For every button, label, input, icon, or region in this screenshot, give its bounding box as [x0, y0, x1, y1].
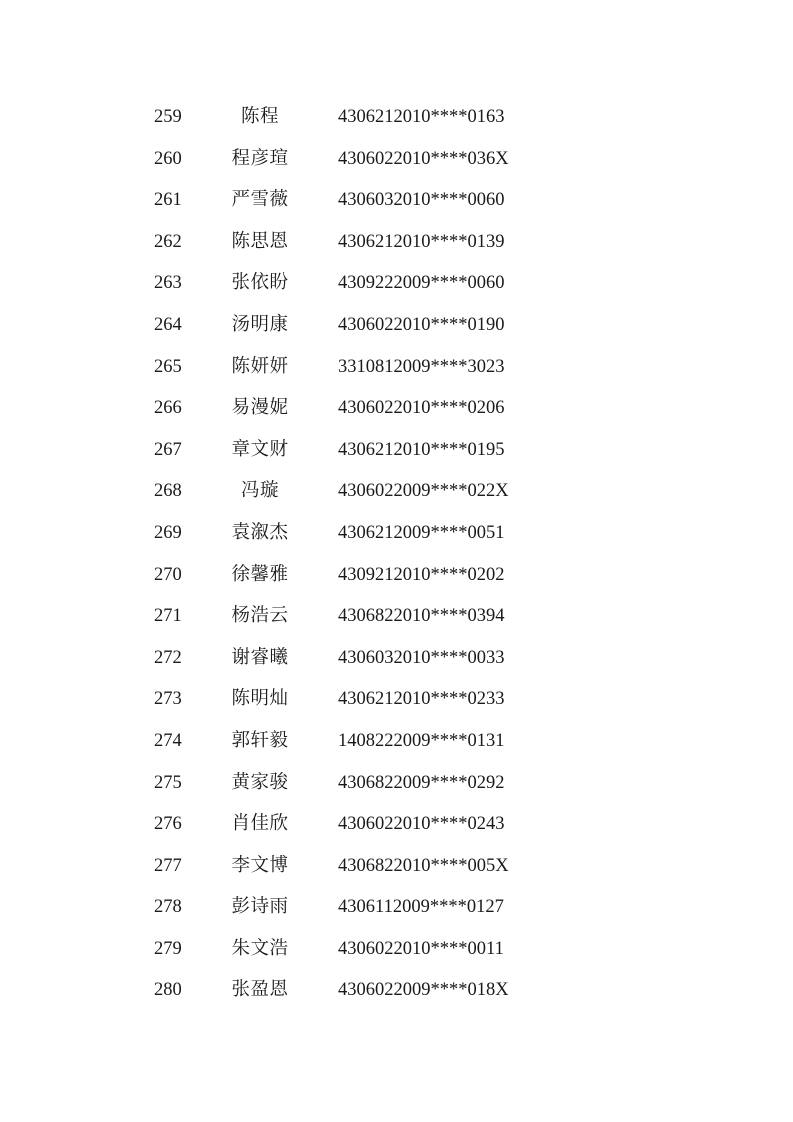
person-name: 黄家骏	[231, 772, 289, 793]
roster-row	[0, 430, 793, 472]
row-number: 280	[154, 980, 182, 1001]
id-number: 1408222009****0131	[338, 730, 505, 751]
person-name: 徐馨雅	[231, 564, 289, 585]
person-name: 杨浩云	[231, 606, 289, 627]
id-number: 4306022010****0206	[338, 398, 505, 419]
row-number: 278	[154, 897, 182, 918]
person-name: 陈思恩	[231, 231, 289, 252]
row-number: 279	[154, 938, 182, 959]
roster-row	[0, 139, 793, 181]
id-number: 4306212010****0139	[338, 231, 505, 252]
roster-row	[0, 846, 793, 888]
id-number: 4306212010****0233	[338, 689, 505, 710]
roster-row	[0, 970, 793, 1012]
roster-row	[0, 721, 793, 763]
roster-row	[0, 347, 793, 389]
roster-row	[0, 596, 793, 638]
person-name: 李文博	[231, 855, 289, 876]
id-number: 4306032010****0060	[338, 190, 505, 211]
row-number: 263	[154, 273, 182, 294]
id-number: 4306822010****005X	[338, 855, 509, 876]
person-name: 彭诗雨	[231, 897, 289, 918]
roster-row	[0, 929, 793, 971]
row-number: 270	[154, 564, 182, 585]
row-number: 273	[154, 689, 182, 710]
row-number: 274	[154, 730, 182, 751]
person-name: 陈明灿	[231, 689, 289, 710]
row-number: 269	[154, 522, 182, 543]
person-name: 陈程	[240, 107, 279, 127]
person-name: 陈妍妍	[231, 356, 289, 377]
person-name: 郭轩毅	[231, 730, 289, 751]
row-number: 268	[154, 481, 182, 502]
person-name: 冯璇	[240, 481, 279, 502]
id-number: 4306212010****0195	[338, 439, 505, 460]
id-number: 4309222009****0060	[338, 273, 505, 294]
row-number: 272	[154, 647, 182, 668]
row-number: 276	[154, 814, 182, 835]
row-number: 271	[154, 606, 182, 627]
roster-row	[0, 763, 793, 805]
id-number: 4306212009****0051	[338, 522, 505, 543]
id-number: 4306022010****0243	[338, 814, 505, 835]
id-number: 4306212010****0163	[338, 107, 505, 127]
id-number: 4306022009****022X	[338, 481, 509, 502]
roster-row	[0, 555, 793, 597]
roster-row	[0, 305, 793, 347]
row-number: 267	[154, 439, 182, 460]
id-number: 4309212010****0202	[338, 564, 505, 585]
roster-row	[0, 804, 793, 846]
roster-list	[0, 97, 793, 1012]
roster-row	[0, 679, 793, 721]
person-name: 袁溆杰	[231, 522, 289, 543]
id-number: 4306822009****0292	[338, 772, 505, 793]
row-number: 266	[154, 398, 182, 419]
person-name: 易漫妮	[231, 398, 289, 419]
roster-row	[0, 638, 793, 680]
id-number: 4306022010****036X	[338, 148, 509, 169]
id-number: 3310812009****3023	[338, 356, 505, 377]
id-number: 4306032010****0033	[338, 647, 505, 668]
id-number: 4306022010****0190	[338, 314, 505, 335]
roster-row	[0, 222, 793, 264]
person-name: 张盈恩	[231, 980, 289, 1001]
person-name: 严雪薇	[231, 190, 289, 211]
roster-row	[0, 471, 793, 513]
roster-row	[0, 887, 793, 929]
roster-row	[0, 263, 793, 305]
row-number: 262	[154, 231, 182, 252]
roster-row	[0, 513, 793, 555]
id-number: 4306022009****018X	[338, 980, 509, 1001]
roster-row	[0, 97, 793, 139]
person-name: 朱文浩	[231, 938, 289, 959]
person-name: 程彦瑄	[231, 148, 289, 169]
row-number: 264	[154, 314, 182, 335]
row-number: 259	[154, 107, 182, 127]
row-number: 265	[154, 356, 182, 377]
row-number: 275	[154, 772, 182, 793]
roster-row	[0, 180, 793, 222]
roster-row	[0, 388, 793, 430]
person-name: 章文财	[231, 439, 289, 460]
row-number: 261	[154, 190, 182, 211]
id-number: 4306022010****0011	[338, 938, 504, 959]
person-name: 张依盼	[231, 273, 289, 294]
id-number: 4306822010****0394	[338, 606, 505, 627]
person-name: 肖佳欣	[231, 814, 289, 835]
row-number: 277	[154, 855, 182, 876]
person-name: 谢睿曦	[231, 647, 289, 668]
person-name: 汤明康	[231, 314, 289, 335]
row-number: 260	[154, 148, 182, 169]
id-number: 4306112009****0127	[338, 897, 504, 918]
